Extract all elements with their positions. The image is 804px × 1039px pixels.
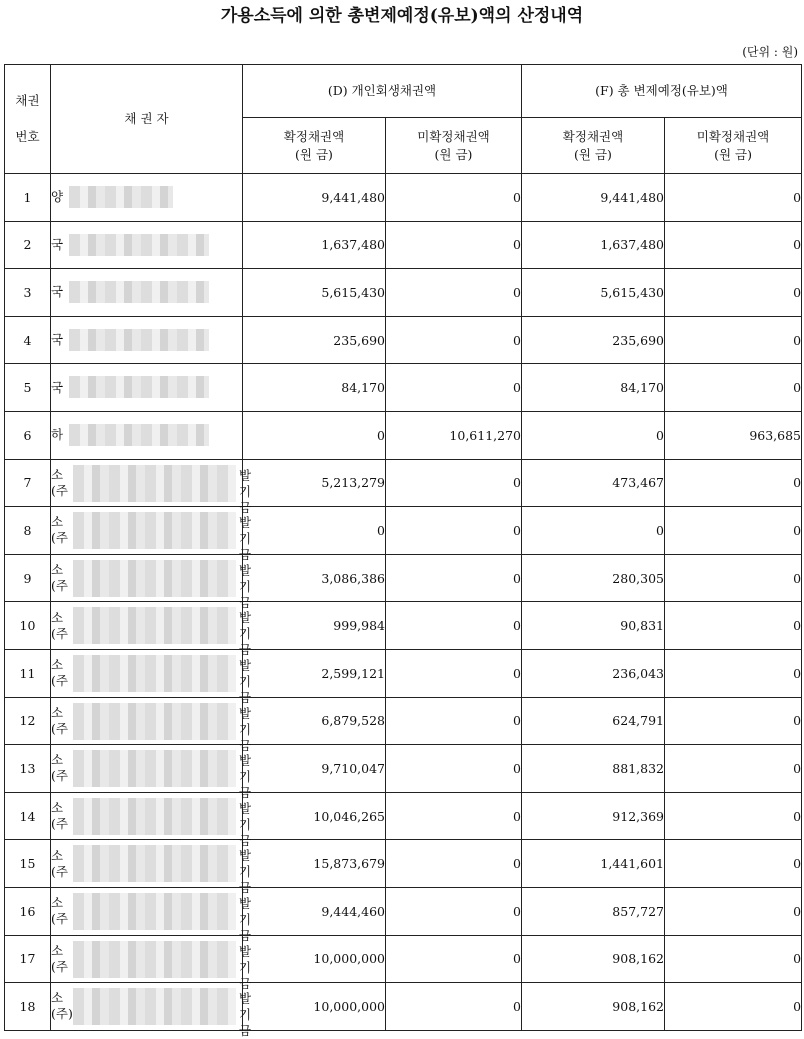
d-confirmed-amount: 9,710,047: [243, 745, 386, 793]
creditor-no: 6: [5, 411, 51, 459]
creditor-name-suffix: 발기금: [239, 657, 252, 705]
d-unconfirmed-amount: 0: [386, 887, 522, 935]
creditor-name-prefix: 양: [51, 189, 64, 205]
creditor-name-suffix: 발기금: [239, 943, 252, 991]
d-unconfirmed-amount: 0: [386, 935, 522, 983]
header-d-confirmed-label: 확정채권액: [283, 128, 345, 144]
creditor-name-prefix: 국: [51, 332, 64, 348]
f-confirmed-amount: 90,831: [522, 602, 665, 650]
d-unconfirmed-amount: 0: [386, 221, 522, 269]
d-confirmed-amount: 0: [243, 411, 386, 459]
f-unconfirmed-amount: 0: [665, 221, 802, 269]
redaction-blur: [73, 941, 236, 978]
creditor-name-suffix: 발기금: [239, 610, 252, 658]
creditor-no: 7: [5, 459, 51, 507]
header-creditor: 채 권 자: [51, 65, 243, 174]
d-unconfirmed-amount: 0: [386, 459, 522, 507]
creditor-name-line-2: (주: [51, 958, 68, 974]
header-group-d: (D) 개인회생채권액: [243, 65, 522, 118]
table-row: [5, 174, 802, 222]
d-unconfirmed-amount: 0: [386, 174, 522, 222]
creditor-name-line-2: (주: [51, 673, 68, 689]
f-confirmed-amount: 0: [522, 411, 665, 459]
creditor-name-suffix: 발기금: [239, 895, 252, 943]
creditor-name-line-2: (주: [51, 863, 68, 879]
d-unconfirmed-amount: 0: [386, 269, 522, 317]
d-confirmed-amount: 5,213,279: [243, 459, 386, 507]
table-row: [5, 649, 802, 697]
creditor-name: [51, 935, 252, 991]
d-confirmed-amount: 1,637,480: [243, 221, 386, 269]
header-row-1: [5, 65, 802, 118]
header-no-line-2: 번호: [15, 129, 40, 144]
f-unconfirmed-amount: 0: [665, 174, 802, 222]
header-no-line-1: 채권: [15, 93, 40, 108]
f-unconfirmed-amount: 0: [665, 792, 802, 840]
creditor-name: [51, 602, 252, 658]
creditor-no: 8: [5, 507, 51, 555]
creditor-name-line-2: (주: [51, 530, 68, 546]
f-confirmed-amount: 84,170: [522, 364, 665, 412]
creditor-no: 12: [5, 697, 51, 745]
f-unconfirmed-amount: 0: [665, 935, 802, 983]
table-row: [5, 507, 802, 555]
document-title: 가용소득에 의한 총변제예정(유보)액의 산정내역: [220, 6, 584, 26]
redaction-blur: [73, 845, 236, 882]
header-f-confirmed-principal: (원 금): [574, 146, 612, 162]
creditor-name-suffix: 발기금: [239, 467, 252, 515]
table-row: [5, 221, 802, 269]
table-row: [5, 887, 802, 935]
creditor-no: 15: [5, 840, 51, 888]
redaction-blur: [69, 424, 209, 446]
creditor-name-line-2: (주: [51, 578, 68, 594]
table-row: [5, 983, 802, 1031]
redaction-blur: [73, 988, 236, 1025]
d-confirmed-amount: 0: [243, 507, 386, 555]
creditor-no: 13: [5, 745, 51, 793]
d-confirmed-amount: 9,444,460: [243, 887, 386, 935]
table-row: [5, 554, 802, 602]
creditor-name: [51, 983, 252, 1039]
creditor-table: [4, 64, 802, 1039]
creditor-name-suffix: 발기금: [239, 991, 252, 1039]
creditor-no: 17: [5, 935, 51, 983]
f-unconfirmed-amount: 0: [665, 316, 802, 364]
d-unconfirmed-amount: 0: [386, 554, 522, 602]
f-confirmed-amount: 9,441,480: [522, 174, 665, 222]
d-confirmed-amount: 999,984: [243, 602, 386, 650]
creditor-name: [51, 459, 252, 515]
header-d-unconfirmed-principal: (원 금): [434, 146, 473, 162]
creditor-no: 10: [5, 602, 51, 650]
d-confirmed-amount: 10,000,000: [243, 983, 386, 1031]
table-row: [5, 697, 802, 745]
creditor-name-line-2: (주: [51, 720, 68, 736]
creditor-name-suffix: 발기금: [239, 753, 252, 801]
creditor-name: [51, 649, 252, 705]
creditor-no: 9: [5, 554, 51, 602]
f-confirmed-amount: 881,832: [522, 745, 665, 793]
d-confirmed-amount: 6,879,528: [243, 697, 386, 745]
creditor-name-prefix: 소: [51, 752, 64, 768]
f-confirmed-amount: 473,467: [522, 459, 665, 507]
d-confirmed-amount: 10,000,000: [243, 935, 386, 983]
creditor-no: 11: [5, 649, 51, 697]
f-unconfirmed-amount: 0: [665, 649, 802, 697]
creditor-no: 14: [5, 792, 51, 840]
creditor-no: 18: [5, 983, 51, 1031]
table-row: [5, 745, 802, 793]
creditor-name: [51, 507, 252, 563]
creditor-name-prefix: 국: [51, 379, 64, 395]
d-unconfirmed-amount: 0: [386, 745, 522, 793]
redaction-blur: [73, 798, 236, 835]
f-confirmed-amount: 857,727: [522, 887, 665, 935]
creditor-name: [51, 792, 252, 848]
f-unconfirmed-amount: 0: [665, 745, 802, 793]
creditor-name-suffix: 발기금: [239, 705, 252, 753]
creditor-name-prefix: 소: [51, 800, 64, 816]
header-d-unconfirmed: [386, 118, 522, 174]
creditor-no: 4: [5, 316, 51, 364]
f-unconfirmed-amount: 0: [665, 983, 802, 1031]
d-unconfirmed-amount: 10,611,270: [386, 411, 522, 459]
creditor-name-prefix: 소: [51, 847, 64, 863]
creditor-name-prefix: 소: [51, 466, 64, 482]
table-row: [5, 840, 802, 888]
redaction-blur: [73, 512, 236, 549]
f-unconfirmed-amount: 0: [665, 887, 802, 935]
creditor-name-line-2: (주: [51, 911, 68, 927]
creditor-name-line-2: (주: [51, 482, 68, 498]
d-unconfirmed-amount: 0: [386, 983, 522, 1031]
f-confirmed-amount: 624,791: [522, 697, 665, 745]
creditor-name-suffix: 발기금: [239, 515, 252, 563]
d-confirmed-amount: 2,599,121: [243, 649, 386, 697]
d-confirmed-amount: 10,046,265: [243, 792, 386, 840]
f-unconfirmed-amount: 0: [665, 364, 802, 412]
f-confirmed-amount: 912,369: [522, 792, 665, 840]
creditor-name: [51, 745, 252, 801]
d-unconfirmed-amount: 0: [386, 364, 522, 412]
creditor-name: [51, 174, 243, 222]
header-d-unconfirmed-label: 미확정채권액: [417, 128, 490, 144]
f-unconfirmed-amount: 0: [665, 459, 802, 507]
d-unconfirmed-amount: 0: [386, 507, 522, 555]
redaction-blur: [73, 655, 236, 692]
redaction-blur: [73, 607, 236, 644]
creditor-name-line-2: (주: [51, 625, 68, 641]
header-creditor-no: [5, 65, 51, 174]
d-unconfirmed-amount: 0: [386, 697, 522, 745]
creditor-name-prefix: 소: [51, 942, 64, 958]
creditor-name: [51, 269, 243, 317]
creditor-name-prefix: 소: [51, 514, 64, 530]
creditor-name-prefix: 국: [51, 236, 64, 252]
creditor-no: 2: [5, 221, 51, 269]
creditor-name-line-2: (주): [51, 1006, 73, 1022]
f-unconfirmed-amount: 0: [665, 507, 802, 555]
creditor-name: [51, 887, 252, 943]
f-unconfirmed-amount: 0: [665, 269, 802, 317]
creditor-name-prefix: 소: [51, 895, 64, 911]
header-d-confirmed-principal: (원 금): [295, 146, 333, 162]
redaction-blur: [73, 465, 236, 502]
table-row: [5, 411, 802, 459]
creditor-name: [51, 316, 243, 364]
table-row: [5, 935, 802, 983]
redaction-blur: [73, 750, 236, 787]
header-f-unconfirmed: [665, 118, 802, 174]
unit-note: (단위 : 원): [742, 45, 798, 59]
creditor-name-prefix: 소: [51, 562, 64, 578]
d-unconfirmed-amount: 0: [386, 316, 522, 364]
f-confirmed-amount: 1,637,480: [522, 221, 665, 269]
redaction-blur: [69, 329, 209, 351]
d-unconfirmed-amount: 0: [386, 840, 522, 888]
f-unconfirmed-amount: 0: [665, 840, 802, 888]
d-confirmed-amount: 5,615,430: [243, 269, 386, 317]
f-confirmed-amount: 908,162: [522, 983, 665, 1031]
table-row: [5, 459, 802, 507]
d-confirmed-amount: 9,441,480: [243, 174, 386, 222]
f-confirmed-amount: 235,690: [522, 316, 665, 364]
f-unconfirmed-amount: 0: [665, 554, 802, 602]
creditor-no: 16: [5, 887, 51, 935]
header-d-confirmed: [243, 118, 386, 174]
creditor-name-suffix: 발기금: [239, 562, 252, 610]
creditor-name-prefix: 소: [51, 990, 64, 1006]
d-confirmed-amount: 84,170: [243, 364, 386, 412]
redaction-blur: [69, 281, 209, 303]
d-unconfirmed-amount: 0: [386, 792, 522, 840]
redaction-blur: [69, 186, 173, 208]
redaction-blur: [73, 560, 236, 597]
redaction-blur: [69, 376, 209, 398]
f-unconfirmed-amount: 0: [665, 602, 802, 650]
header-group-f: (F) 총 변제예정(유보)액: [522, 65, 802, 118]
redaction-blur: [73, 703, 236, 740]
creditor-name-prefix: 소: [51, 657, 64, 673]
f-confirmed-amount: 1,441,601: [522, 840, 665, 888]
f-confirmed-amount: 0: [522, 507, 665, 555]
creditor-name-suffix: 발기금: [239, 848, 252, 896]
f-unconfirmed-amount: 963,685: [665, 411, 802, 459]
f-confirmed-amount: 908,162: [522, 935, 665, 983]
creditor-name: [51, 411, 243, 459]
creditor-name-prefix: 하: [51, 427, 64, 443]
d-confirmed-amount: 15,873,679: [243, 840, 386, 888]
d-unconfirmed-amount: 0: [386, 649, 522, 697]
table-row: [5, 792, 802, 840]
creditor-name: [51, 697, 252, 753]
creditor-no: 5: [5, 364, 51, 412]
f-confirmed-amount: 236,043: [522, 649, 665, 697]
header-f-unconfirmed-principal: (원 금): [714, 146, 752, 162]
creditor-name: [51, 221, 243, 269]
table-row: [5, 602, 802, 650]
creditor-no: 1: [5, 174, 51, 222]
creditor-no: 3: [5, 269, 51, 317]
header-f-confirmed-label: 확정채권액: [562, 128, 624, 144]
table-row: [5, 269, 802, 317]
redaction-blur: [73, 893, 236, 930]
f-confirmed-amount: 5,615,430: [522, 269, 665, 317]
creditor-name: [51, 364, 243, 412]
creditor-name-line-2: (주: [51, 816, 68, 832]
creditor-name: [51, 554, 252, 610]
d-confirmed-amount: 235,690: [243, 316, 386, 364]
creditor-name-line-2: (주: [51, 768, 68, 784]
creditor-name: [51, 840, 252, 896]
creditor-name-suffix: 발기금: [239, 800, 252, 848]
d-unconfirmed-amount: 0: [386, 602, 522, 650]
creditor-name-prefix: 국: [51, 284, 64, 300]
d-confirmed-amount: 3,086,386: [243, 554, 386, 602]
redaction-blur: [69, 234, 209, 256]
f-confirmed-amount: 280,305: [522, 554, 665, 602]
header-f-confirmed: [522, 118, 665, 174]
creditor-name-prefix: 소: [51, 704, 64, 720]
table-row: [5, 364, 802, 412]
f-unconfirmed-amount: 0: [665, 697, 802, 745]
creditor-name-prefix: 소: [51, 609, 64, 625]
table-row: [5, 316, 802, 364]
header-f-unconfirmed-label: 미확정채권액: [696, 128, 770, 144]
